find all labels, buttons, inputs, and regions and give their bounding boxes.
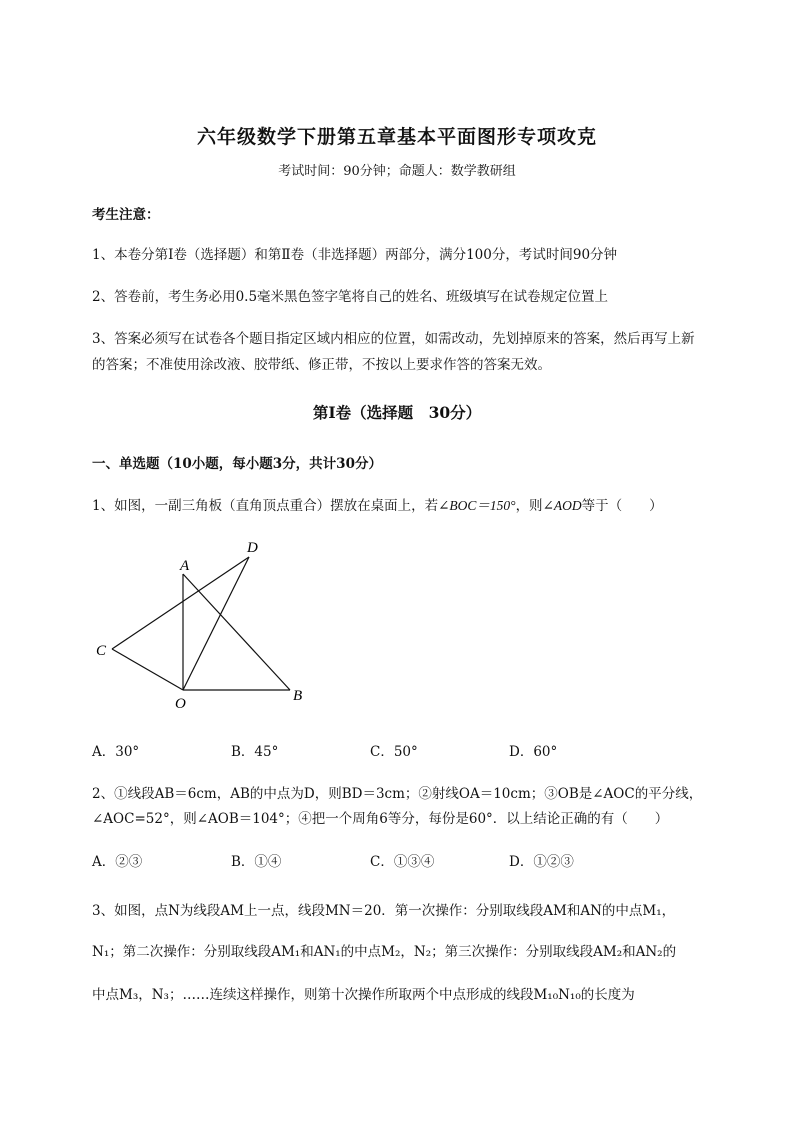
q1-text-a: 1、如图，一副三角板（直角顶点重合）摆放在桌面上，若	[92, 498, 439, 514]
label-c: C	[96, 643, 107, 659]
segment-od	[183, 557, 249, 690]
page-subtitle: 考试时间：90分钟；命题人：数学教研组	[278, 164, 516, 179]
question-3-line-3: 中点M₃，N₃；……连续这样操作，则第十次操作所取两个中点形成的线段M₁₀N₁₀的长度为	[92, 987, 635, 1003]
question-3-line-2: N₁；第二次操作：分别取线段AM₁和AN₁的中点M₂，N₂；第三次操作：分别取线段AM₂和AN₂的	[92, 944, 677, 960]
q1-math-b: ∠AOD	[542, 498, 582, 513]
label-a: A	[180, 558, 190, 574]
notice-heading: 考生注意：	[92, 207, 160, 223]
segment-ab	[183, 574, 290, 690]
question-3-line-1: 3、如图，点N为线段AM上一点，线段MN＝20．第一次操作：分别取线段AM和AN的中点M₁，	[92, 903, 676, 919]
notice-item-2: 2、答卷前，考生务必用0.5毫米黑色签字笔将自己的姓名、班级填写在试卷规定位置上	[92, 289, 609, 305]
page-title: 六年级数学下册第五章基本平面图形专项攻克	[196, 126, 597, 148]
part-heading: 一、单选题（10小题，每小题3分，共计30分）	[92, 456, 382, 472]
label-b: B	[293, 688, 303, 704]
q1-option-b[interactable]: B．45°	[231, 744, 279, 760]
label-o: O	[175, 696, 186, 712]
q1-text-b: ，则	[515, 498, 543, 514]
segment-oc	[112, 649, 183, 690]
q2-option-a[interactable]: A．②③	[92, 854, 143, 870]
q2-option-b[interactable]: B．①④	[231, 854, 282, 870]
notice-item-3-cont: 的答案；不准使用涂改液、胶带纸、修正带，不按以上要求作答的答案无效。	[92, 357, 551, 373]
q1-option-a[interactable]: A．30°	[92, 744, 140, 760]
q2-option-c[interactable]: C．①③④	[370, 854, 435, 870]
q1-text-c: 等于（ ）	[581, 498, 663, 514]
q1-option-c[interactable]: C．50°	[370, 744, 418, 760]
notice-item-3: 3、答案必须写在试卷各个题目指定区域内相应的位置，如需改动，先划掉原来的答案，然后再写上新	[92, 331, 695, 347]
question-2-line-2: ∠AOC=52°，则∠AOB＝104°；④把一个周角6等分，每份是60°．以上结论正确的有（ ）	[92, 811, 669, 827]
label-d: D	[247, 540, 258, 556]
section-title: 第I卷（选择题 30分）	[312, 403, 482, 422]
q2-option-d[interactable]: D．①②③	[509, 854, 574, 870]
question-2-line-1: 2、①线段AB＝6cm，AB的中点为D，则BD＝3cm；②射线OA＝10cm；③OB是∠AOC的平分线，	[92, 786, 703, 802]
q1-math-a: ∠BOC＝150°	[438, 498, 516, 513]
q1-option-d[interactable]: D．60°	[509, 744, 558, 760]
notice-item-1: 1、本卷分第I卷（选择题）和第Ⅱ卷（非选择题）两部分，满分100分，考试时间90分钟	[92, 247, 618, 263]
